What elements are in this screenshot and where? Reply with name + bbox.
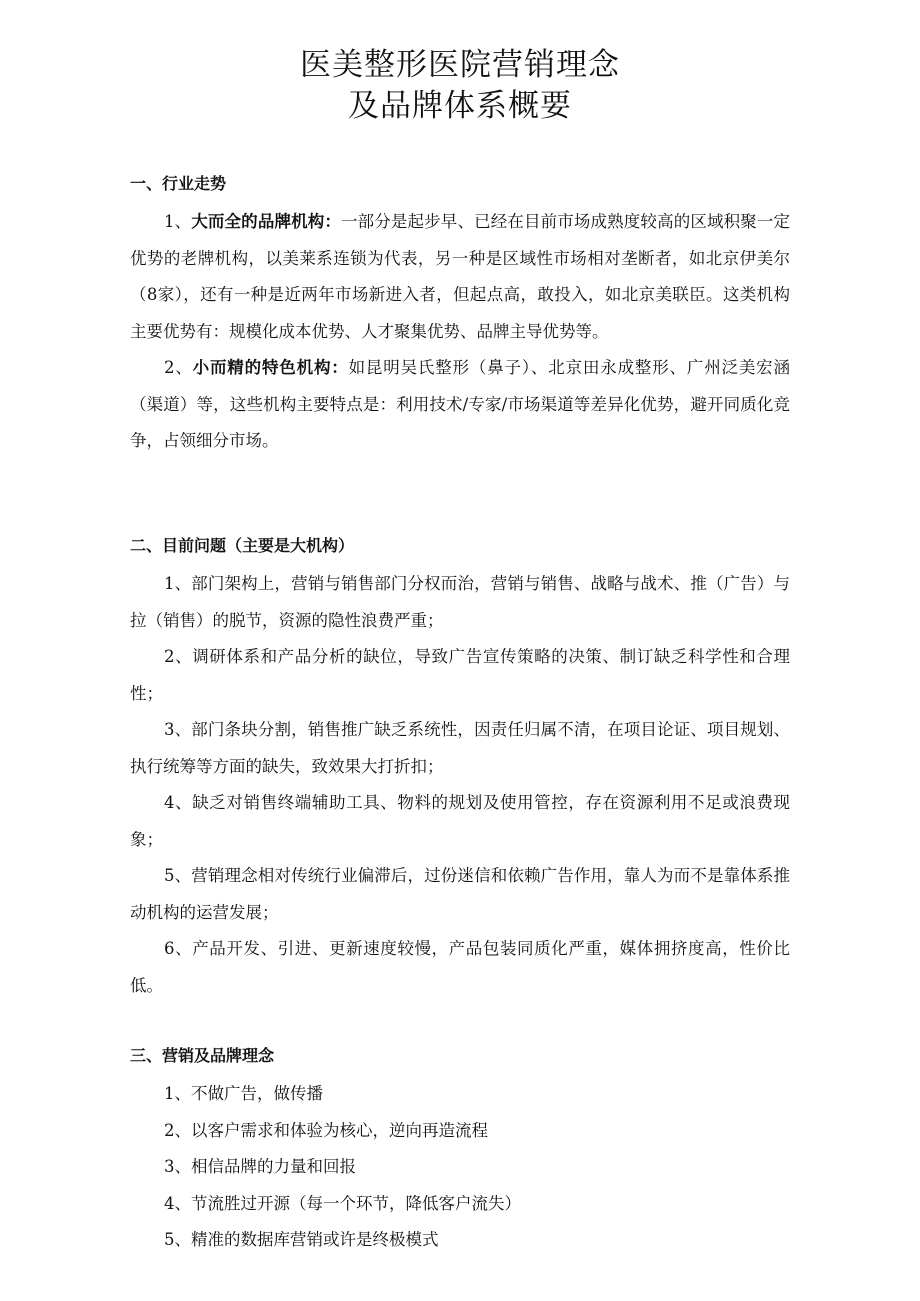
document-title-line-1: 医美整形医院营销理念 [300,47,620,83]
paragraph-specialty-institutions [130,350,790,460]
philosophy-item: 4、节流胜过开源（每一个环节，降低客户流失） [164,1193,521,1213]
section-marketing-brand-philosophy [130,1044,790,1259]
paragraph-number: 2、 [164,358,193,377]
paragraph-text: 一部分是起步早、已经在目前市场成熟度较高的区域积聚一定优势的老牌机构，以美莱系连锁为代表，另一种是区域性市场相对垄断者，如北京伊美尔（8家），还有一种是近两年市场新进入者，但起点高，敢投入，如北京美联臣。这类机构主要优势有：规模化成本优势、人才聚集优势、品牌主导优势等。 [130,212,791,341]
paragraph-bold-lead: 大而全的品牌机构： [191,212,341,231]
philosophy-item: 3、相信品牌的力量和回报 [164,1157,356,1176]
section-heading: 二、目前问题（主要是大机构） [130,536,355,555]
section-current-problems [130,534,790,1004]
paragraph-bold-lead: 小而精的特色机构： [192,358,349,377]
problem-item: 3、部门条块分割，销售推广缺乏系统性，因责任归属不清，在项目论证、项目规划、执行统筹等方面的缺失，致效果大打折扣； [130,720,790,776]
section-industry-trends [130,172,790,460]
section-heading: 一、行业走势 [130,174,227,193]
section-heading: 三、营销及品牌理念 [130,1046,275,1065]
problem-item: 1、部门架构上，营销与销售部门分权而治，营销与销售、战略与战术、推（广告）与拉（销售）的脱节，资源的隐性浪费严重； [130,574,790,630]
problem-item: 5、营销理念相对传统行业偏滞后，过份迷信和依赖广告作用，靠人为而不是靠体系推动机构的运营发展； [130,866,790,922]
document-title-line-2: 及品牌体系概要 [348,88,572,124]
paragraph-large-institutions [130,204,790,350]
paragraph-text: 如昆明吴氏整形（鼻子）、北京田永成整形、广州泛美宏涵（渠道）等，这些机构主要特点是：利用技术/专家/市场渠道等差异化优势，避开同质化竞争，占领细分市场。 [130,358,791,450]
philosophy-item: 2、以客户需求和体验为核心，逆向再造流程 [164,1120,488,1140]
philosophy-item: 1、不做广告，做传播 [164,1084,323,1103]
problem-item: 2、调研体系和产品分析的缺位，导致广告宣传策略的决策、制订缺乏科学性和合理性； [130,647,790,703]
problem-item: 6、产品开发、引进、更新速度较慢，产品包装同质化严重，媒体拥挤度高，性价比低。 [130,939,790,995]
problem-item: 4、缺乏对销售终端辅助工具、物料的规划及使用管控，存在资源利用不足或浪费现象； [130,793,790,849]
paragraph-number: 1、 [164,212,192,231]
philosophy-item: 5、精准的数据库营销或许是终极模式 [164,1230,439,1249]
